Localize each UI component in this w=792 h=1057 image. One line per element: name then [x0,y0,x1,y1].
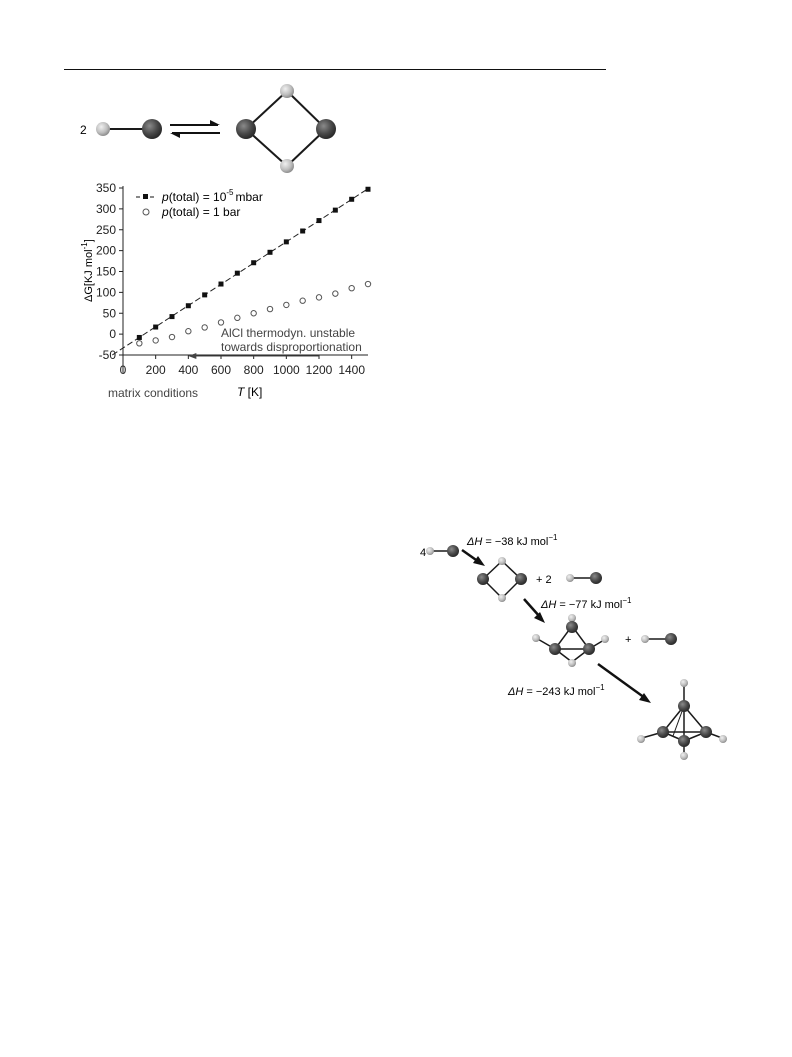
x-tick-label: 600 [210,363,232,377]
series-2-point [267,306,272,311]
step-1-arrow [462,550,485,566]
annotation-line-2: towards disproportionation [221,340,362,354]
y-tick-label: -50 [98,348,116,362]
cl-atom [498,594,506,602]
y-axis-label: ΔG[KJ mol$^{-1}$] [80,239,95,302]
cl-atom [280,159,294,173]
al-atom [678,700,690,712]
series-1-point [268,250,273,255]
cl-atom [641,635,649,643]
cl-atom [532,634,540,642]
al-atom [665,633,677,645]
al-atom [515,573,527,585]
alcl-monomer [566,572,602,584]
y-tick-label: 0 [109,327,116,342]
alcl-monomer [641,633,677,645]
al-atom [236,119,256,139]
fig2-reaction-scheme [420,533,727,760]
al-atom [566,621,578,633]
series-2-point [316,295,321,300]
series-2-point [218,320,223,325]
y-tick-label: 50 [102,306,116,321]
al-atom [142,119,162,139]
cl-atom [601,635,609,643]
legend-entry-2: p(total) = 1 bar [162,205,241,219]
x-tick-label: 0 [119,363,127,377]
series-1-point [153,325,158,330]
x-axis-label: T [K] [237,385,263,399]
x-tick-label: 800 [243,363,264,377]
cl-atom [637,735,645,743]
al-atom [316,119,336,139]
series-2-point [186,329,191,334]
series-2-point [284,302,289,307]
fig1-coefficient: 2 [80,123,87,137]
step-2-enthalpy: ΔH = −77 kJ mol$^{-1}$ [541,596,632,611]
x-tick-label: 200 [145,363,166,377]
alcl-monomer [426,545,459,557]
x-tick-label: 1000 [272,363,300,377]
step-3-enthalpy: ΔH = −243 kJ mol$^{-1}$ [508,683,605,698]
annotation-line-1: AlCl thermodyn. unstable [221,326,356,340]
disproportionation-annotation [188,326,361,359]
fig1-reaction-scheme [80,84,336,173]
cl-atom [568,659,576,667]
x-tick-label: 1400 [338,363,366,377]
series-2-point [202,325,207,330]
alcl-dimer [236,84,336,173]
al-atom [657,726,669,738]
y-tick-label: 250 [95,222,116,237]
series-2-point [235,315,240,320]
matrix-conditions-label: matrix conditions [108,386,199,400]
legend-entry-1: p(total) = $10^{-5}$ mbar [162,188,263,204]
series-1-point [300,229,305,234]
series-2-point [169,334,174,339]
step-3-arrow [598,664,651,703]
series-1-point [219,282,224,287]
cl-atom [680,752,688,760]
dimer-product [477,557,527,602]
series-1-point [317,218,322,223]
arrow-head [188,353,196,359]
series-1-point [251,260,256,265]
y-tick-label: 350 [95,181,116,195]
al-atom [678,735,690,747]
series-2-point [333,291,338,296]
cl-atom [719,735,727,743]
series-1-point [366,187,371,192]
al-atom [549,643,561,655]
series-2-point [300,298,305,303]
tetramer-product [637,679,727,760]
cl-atom [280,84,294,98]
x-tick-label: 400 [178,363,199,377]
series-2-point [137,341,142,346]
legend-marker-filled [143,194,148,199]
series-1-point [284,239,289,244]
fig2-coefficient: 4 [420,547,427,559]
series-1-point [170,314,175,319]
chart-legend [136,188,263,219]
al-atom [700,726,712,738]
series-2-point [365,281,370,286]
al-atom [447,545,459,557]
plus-two: + 2 [536,574,552,586]
cl-atom [426,547,434,555]
series-1-point [349,197,354,202]
legend-marker-open [143,209,149,215]
delta-g-chart [80,181,371,400]
cl-atom [96,122,110,136]
y-tick-label: 100 [95,285,116,300]
cl-atom [566,574,574,582]
x-tick-label: 1200 [305,363,333,377]
cl-atom [680,679,688,687]
y-tick-label: 300 [95,201,116,216]
series-1-point [235,271,240,276]
series-2-point [153,338,158,343]
equilibrium-arrows [170,120,220,138]
series-1-point [137,335,142,340]
cl-atom [568,614,576,622]
al-atom [477,573,489,585]
plus: + [625,634,632,646]
al-atom [583,643,595,655]
y-tick-label: 150 [95,264,116,279]
series-2-point [251,311,256,316]
series-2-point [349,286,354,291]
y-tick-label: 200 [95,243,116,258]
series-1-point [202,292,207,297]
step-1-enthalpy: ΔH = −38 kJ mol$^{-1}$ [467,533,558,548]
al-atom [590,572,602,584]
cl-atom [498,557,506,565]
series-1-point [333,208,338,213]
series-1-point [186,303,191,308]
alcl-monomer [96,119,162,139]
